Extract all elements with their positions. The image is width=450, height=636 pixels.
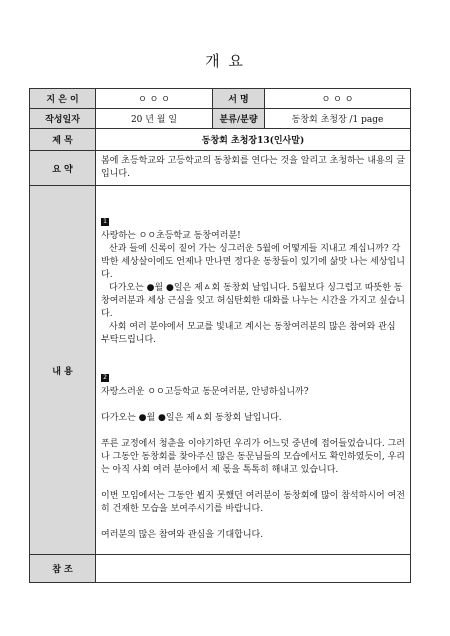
- section1-marker: 1: [101, 218, 109, 226]
- section2-line: 푸른 교정에서 청춘을 이야기하던 우리가 어느덧 중년에 접어들었습니다. 그러나 그동안 동창회를 찾아주신 많은 동문님들의 모습에서도 확인하였듯이, 우리는 아직 사회 여러 분야에서 제 몫을 톡톡히 해내고 있습니다.: [101, 439, 405, 475]
- category-label: 분류/분량: [213, 109, 265, 129]
- section1-line: 사랑하는 ㅇㅇ초등학교 동창여러분!: [101, 231, 241, 241]
- section1-line: 사회 여러 분야에서 모교를 빛내고 계시는 동창여러분의 많은 참여와 관심 부탁드립니다.: [101, 322, 396, 345]
- date-label: 작성일자: [30, 109, 96, 129]
- content-label: 내 용: [30, 186, 96, 555]
- document-form: [29, 88, 411, 583]
- page-title: 개 요: [205, 52, 245, 70]
- section1-line: 다가오는 ●월 ●일은 제ㅿ회 동창회 날입니다. 5월보다 싱그럽고 따뜻한 동창여러분과 세상 근심을 잊고 허심탄회한 대화를 나누는 시간을 가지고 싶습니다.: [101, 283, 405, 319]
- signature-value: ㅇ ㅇ ㅇ: [265, 89, 411, 109]
- section2-marker: 2: [101, 374, 109, 382]
- summary-label: 요 약: [30, 151, 96, 186]
- section2-line: 여러분의 많은 참여와 관심을 기대합니다.: [101, 530, 264, 540]
- date-value: 20 년 월 일: [96, 109, 213, 129]
- subject-label: 제 목: [30, 129, 96, 151]
- author-value: ㅇ ㅇ ㅇ: [96, 89, 213, 109]
- reference-label: 참 조: [30, 555, 96, 583]
- category-value: 동창회 초청장 /1 page: [265, 109, 411, 129]
- reference-value: [96, 555, 411, 583]
- section2-line: 다가오는 ●월 ●일은 제ㅿ회 동창회 날입니다.: [101, 413, 282, 423]
- section1-line: 산과 들에 신록이 짙어 가는 싱그러운 5월에 어떻게들 지내고 계십니까? 각박한 세상살이에도 언제나 만나면 정다운 동창들이 있기에 삶맛 나는 세상입니다.: [101, 244, 405, 280]
- summary-value: 봄에 초등학교와 고등학교의 동창회를 연다는 것을 알리고 초청하는 내용의 글입니다.: [96, 151, 411, 186]
- content-body: [96, 186, 411, 555]
- signature-label: 서 명: [213, 89, 265, 109]
- author-label: 지 은 이: [30, 89, 96, 109]
- subject-value: 동창회 초청장13(인사말): [96, 129, 411, 151]
- section2-line: 이번 모임에서는 그동안 뵙지 못했던 여러분이 동창회에 많이 참석하시어 여전히 건재한 모습을 보여주시기를 바랍니다.: [101, 491, 405, 514]
- section2-line: 자랑스러운 ㅇㅇ고등학교 동문여러분, 안녕하십니까?: [101, 387, 309, 397]
